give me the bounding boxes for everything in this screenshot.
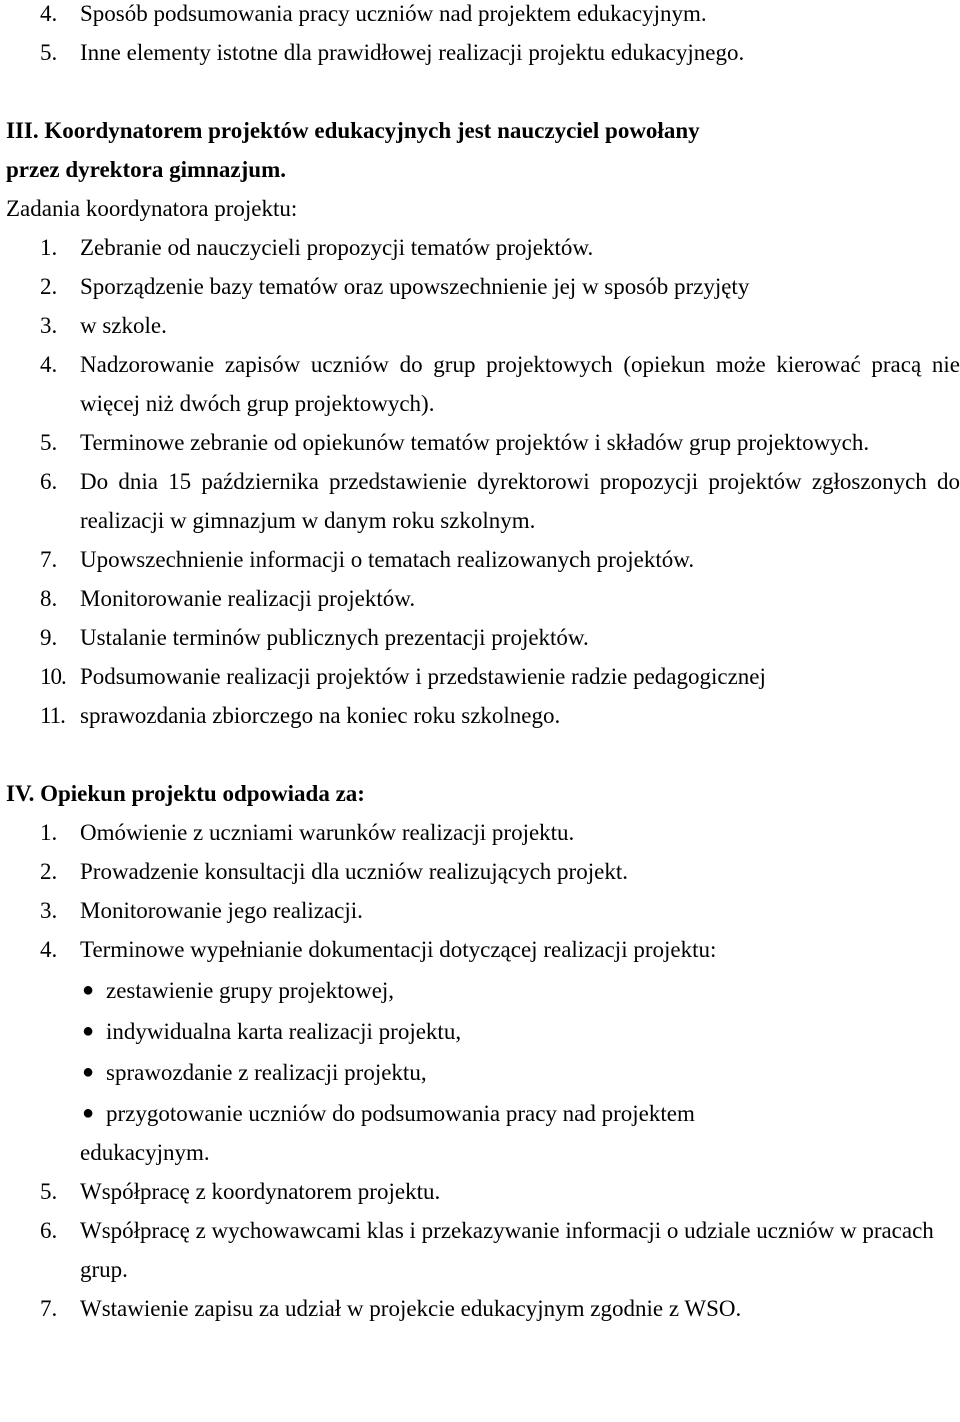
section-heading: III. Koordynatorem projektów edukacyjnych jest nauczyciel powołany — [6, 118, 700, 143]
list-item — [6, 33, 960, 72]
item-number: 3. — [40, 898, 58, 923]
list-item — [6, 540, 960, 579]
item-text: Do dnia 15 października przedstawienie dyrektorowi propozycji projektów zgłoszonych do realizacji w gimnazjum w danym roku szkolnym. — [80, 469, 960, 533]
item-text: Sposób podsumowania pracy uczniów nad projektem edukacyjnym. — [80, 1, 707, 26]
list-item — [6, 813, 960, 852]
list-item — [6, 657, 960, 696]
item-text: Sporządzenie bazy tematów oraz upowszechnienie jej w sposób przyjęty — [80, 274, 750, 299]
item-number: 1. — [40, 235, 58, 260]
item-text: Współpracę z koordynatorem projektu. — [80, 1179, 441, 1204]
bullet-item — [6, 1012, 960, 1051]
item-text: Upowszechnienie informacji o tematach realizowanych projektów. — [80, 547, 695, 572]
item-number: 10. — [40, 664, 66, 689]
item-number: 9. — [40, 625, 58, 650]
bullet-text: przygotowanie uczniów do podsumowania pracy nad projektem — [106, 1101, 695, 1126]
list-item — [6, 852, 960, 891]
item-number: 5. — [40, 430, 58, 455]
item-number: 7. — [40, 1296, 58, 1321]
bullet-text: zestawienie grupy projektowej, — [106, 978, 395, 1003]
list-item — [6, 423, 960, 462]
item-text: Prowadzenie konsultacji dla uczniów realizujących projekt. — [80, 859, 628, 884]
item-number: 4. — [40, 1, 58, 26]
item-number: 2. — [40, 859, 58, 884]
list-item — [6, 306, 960, 345]
item-number: 11. — [40, 703, 65, 728]
spacer — [6, 735, 960, 774]
item-text: Inne elementy istotne dla prawidłowej realizacji projektu edukacyjnego. — [80, 40, 745, 65]
item-text: Omówienie z uczniami warunków realizacji projektu. — [80, 820, 575, 845]
section-heading-continued: przez dyrektora gimnazjum. — [6, 157, 286, 182]
item-number: 3. — [40, 313, 58, 338]
item-text: Podsumowanie realizacji projektów i przedstawienie radzie pedagogicznej — [80, 664, 766, 689]
bullet-text: indywidualna karta realizacji projektu, — [106, 1019, 462, 1044]
item-number: 4. — [40, 937, 58, 962]
list-item — [6, 228, 960, 267]
item-number: 2. — [40, 274, 58, 299]
bullet-icon: ● — [82, 1102, 95, 1124]
bullet-item — [6, 1053, 960, 1092]
spacer — [6, 72, 960, 111]
item-text: Współpracę z wychowawcami klas i przekazywanie informacji o udziale uczniów w pracach grup. — [80, 1218, 934, 1282]
list-item — [6, 579, 960, 618]
list-item — [6, 1172, 960, 1211]
item-number: 5. — [40, 40, 58, 65]
item-number: 7. — [40, 547, 58, 572]
list-item — [6, 345, 960, 423]
list-item — [6, 696, 960, 735]
bullet-icon: ● — [82, 979, 95, 1001]
item-text: Monitorowanie jego realizacji. — [80, 898, 363, 923]
item-number: 6. — [40, 1218, 58, 1243]
bullet-text: sprawozdanie z realizacji projektu, — [106, 1060, 427, 1085]
item-text: Zebranie od nauczycieli propozycji tematów projektów. — [80, 235, 594, 260]
item-number: 1. — [40, 820, 58, 845]
item-number: 8. — [40, 586, 58, 611]
item-text: Ustalanie terminów publicznych prezentacji projektów. — [80, 625, 589, 650]
bullet-item — [6, 1094, 960, 1133]
item-text: Terminowe zebranie od opiekunów tematów projektów i składów grup projektowych. — [80, 430, 870, 455]
item-text: w szkole. — [80, 313, 167, 338]
list-item — [6, 267, 960, 306]
list-item — [6, 1289, 960, 1328]
bullet-continuation: edukacyjnym. — [80, 1140, 210, 1165]
list-item — [6, 0, 960, 33]
item-number: 4. — [40, 352, 58, 377]
item-text: Terminowe wypełnianie dokumentacji dotyczącej realizacji projektu: — [80, 937, 717, 962]
list-item — [6, 462, 960, 540]
list-item — [6, 891, 960, 930]
item-text: Nadzorowanie zapisów uczniów do grup projektowych (opiekun może kierować pracą nie więcej niż dwóch grup projektowych). — [80, 352, 960, 416]
item-text: Wstawienie zapisu za udział w projekcie edukacyjnym zgodnie z WSO. — [80, 1296, 742, 1321]
list-item — [6, 1211, 960, 1289]
section-heading: IV. Opiekun projektu odpowiada za: — [6, 781, 365, 806]
item-number: 5. — [40, 1179, 58, 1204]
item-number: 6. — [40, 469, 58, 494]
bullet-icon: ● — [82, 1020, 95, 1042]
subheading: Zadania koordynatora projektu: — [6, 196, 298, 221]
list-item — [6, 618, 960, 657]
list-item — [6, 930, 960, 969]
item-text: Monitorowanie realizacji projektów. — [80, 586, 416, 611]
item-text: sprawozdania zbiorczego na koniec roku szkolnego. — [80, 703, 561, 728]
bullet-item — [6, 971, 960, 1010]
bullet-icon: ● — [82, 1061, 95, 1083]
